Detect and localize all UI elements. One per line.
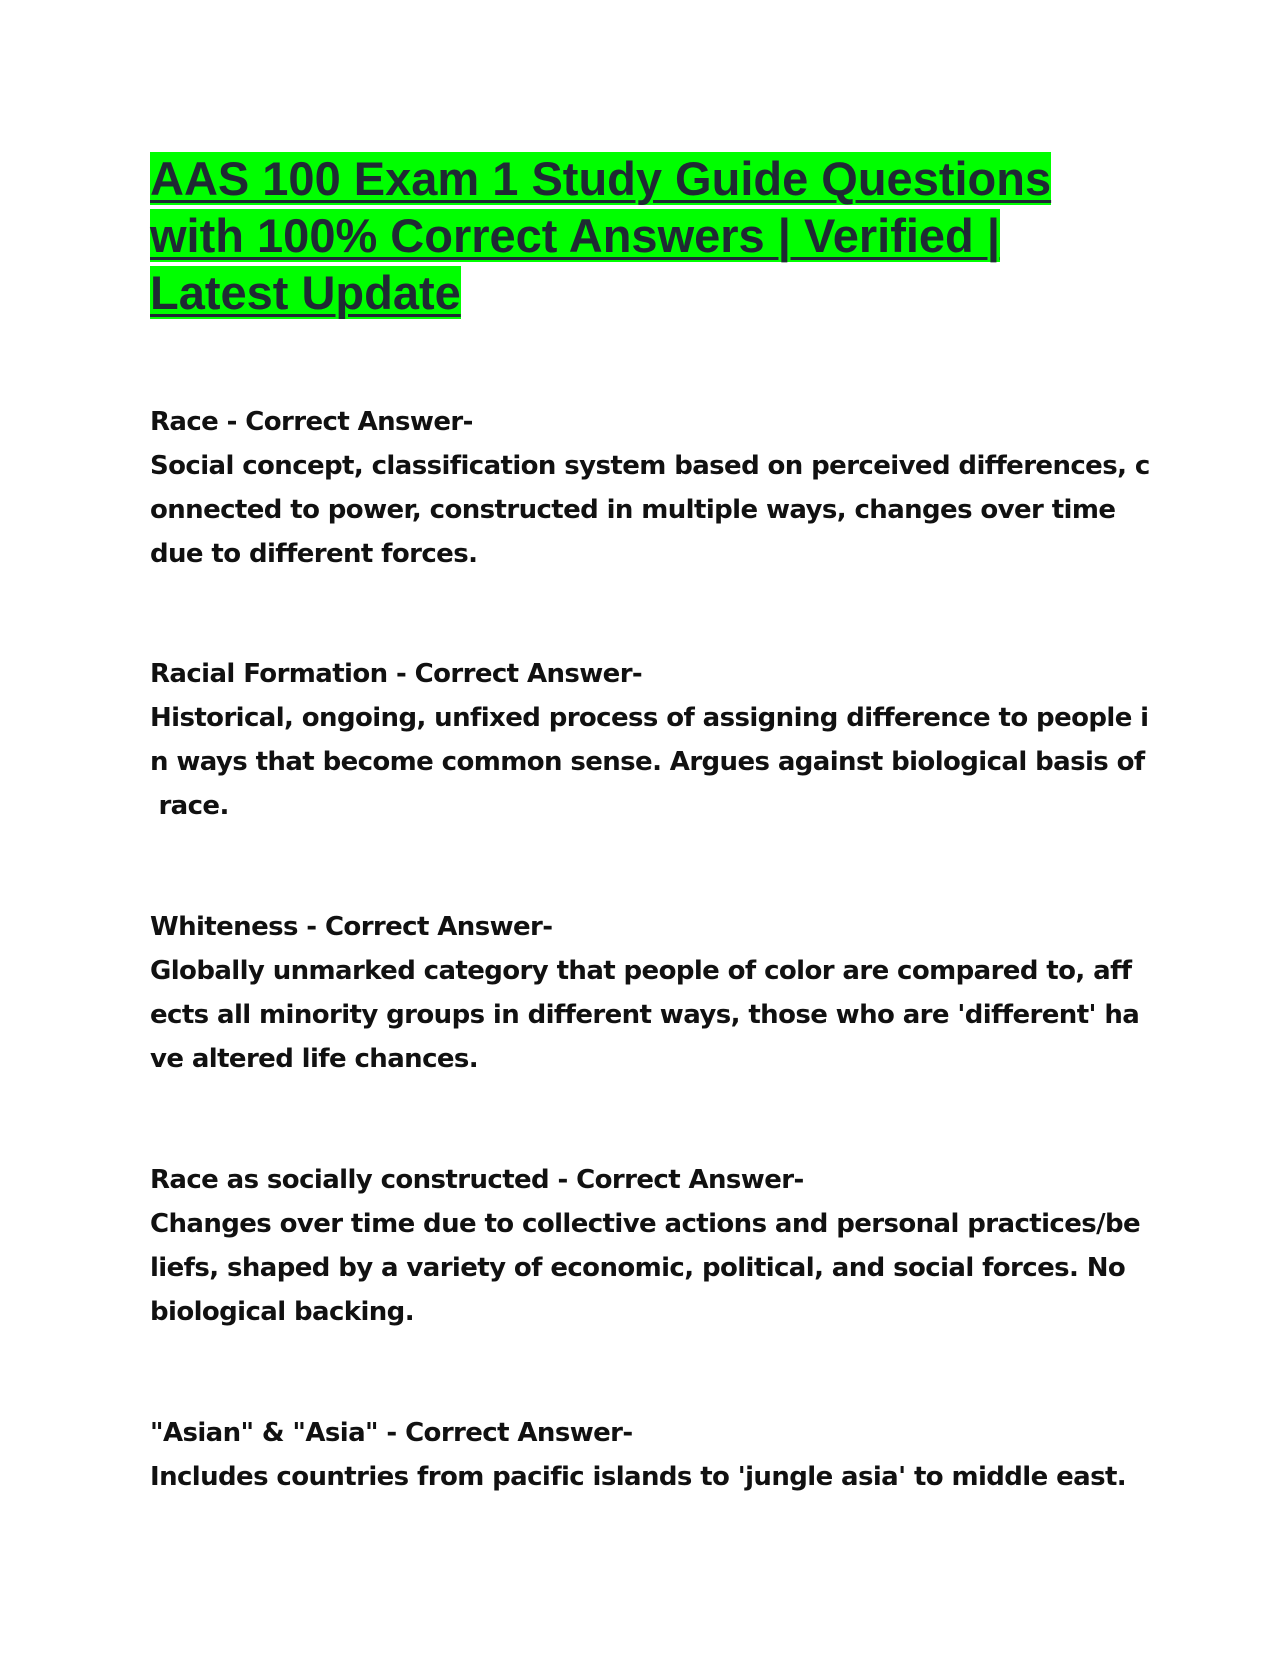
qa-entry-asian-asia — [150, 1411, 1130, 1499]
title-line: AAS 100 Exam 1 Study Guide Questions — [150, 152, 1052, 205]
entry-answer-line: ects all minority groups in different ways, those who are 'different' ha — [150, 1000, 1140, 1030]
entry-answer-line: Historical, ongoing, unfixed process of assigning difference to people i — [150, 703, 1149, 733]
qa-entry-whiteness — [150, 905, 1140, 1081]
entry-answer-line: onnected to power, constructed in multiple ways, changes over time — [150, 495, 1116, 525]
entry-term: Race as socially constructed - Correct Answer- — [150, 1165, 804, 1195]
entry-answer-line: ve altered life chances. — [150, 1044, 479, 1074]
title-line: Latest Update — [150, 266, 461, 319]
entry-answer-line: biological backing. — [150, 1297, 414, 1327]
entry-answer-line: Includes countries from pacific islands to 'jungle asia' to middle east. — [150, 1462, 1127, 1492]
entry-answer-line: liefs, shaped by a variety of economic, political, and social forces. No — [150, 1253, 1126, 1283]
entry-answer-line: due to different forces. — [150, 539, 478, 569]
document-title — [150, 150, 1110, 321]
entry-answer-line: race. — [150, 791, 229, 821]
qa-entry-race-socially-constructed — [150, 1158, 1141, 1334]
entry-answer-line: Changes over time due to collective actions and personal practices/be — [150, 1209, 1141, 1239]
entry-term: Whiteness - Correct Answer- — [150, 912, 553, 942]
title-line: with 100% Correct Answers | Verified | — [150, 209, 1000, 262]
entry-answer-line: Social concept, classification system based on perceived differences, c — [150, 451, 1150, 481]
entry-term: "Asian" & "Asia" - Correct Answer- — [150, 1418, 633, 1448]
entry-answer-line: n ways that become common sense. Argues against biological basis of — [150, 747, 1145, 777]
qa-entry-racial-formation — [150, 652, 1149, 828]
qa-entry-race — [150, 400, 1150, 576]
entry-answer-line: Globally unmarked category that people of color are compared to, aff — [150, 956, 1132, 986]
entry-term: Racial Formation - Correct Answer- — [150, 659, 643, 689]
entry-term: Race - Correct Answer- — [150, 407, 473, 437]
